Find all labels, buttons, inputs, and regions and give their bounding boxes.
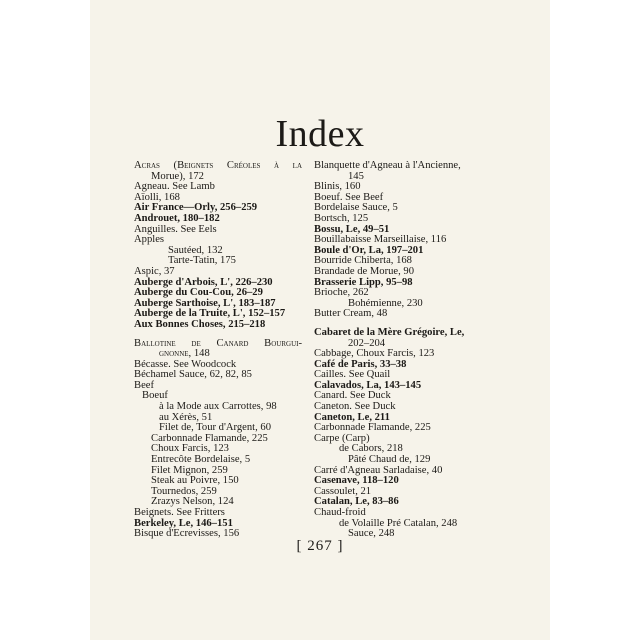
index-entry: Berkeley, Le, 146–151 xyxy=(134,517,233,529)
index-entry: Cassoulet, 21 xyxy=(314,485,372,497)
index-entry: Steak au Poivre, 150 xyxy=(151,475,239,487)
index-entry: Boule d'Or, La, 197–201 xyxy=(314,244,424,256)
index-entry: Bortsch, 125 xyxy=(314,212,369,224)
page-number: [ 267 ] xyxy=(296,538,344,554)
index-entry: de Volaille Pré Catalan, 248 xyxy=(339,517,458,529)
index-entry: Choux Farcis, 123 xyxy=(151,443,229,455)
index-entry: Chaud-froid xyxy=(314,507,366,518)
index-entry: Cailles. See Quail xyxy=(314,369,391,381)
index-entry: Canard. See Duck xyxy=(314,390,391,402)
index-entry: Ballotine de Canard Bourgui- xyxy=(134,337,302,349)
index-entry: Boeuf xyxy=(142,390,168,402)
index-entry: Caneton, Le, 211 xyxy=(314,411,390,423)
index-entry: Filet de, Tour d'Argent, 60 xyxy=(159,422,271,434)
index-entry: Butter Cream, 48 xyxy=(314,308,388,320)
index-entry: Tournedos, 259 xyxy=(151,485,217,497)
index-entry: Tarte-Tatin, 175 xyxy=(168,255,236,267)
index-entry: Carbonnade Flamande, 225 xyxy=(151,432,268,444)
index-entry: Brandade de Morue, 90 xyxy=(314,265,415,277)
index-entry: Blanquette d'Agneau à l'Ancienne, xyxy=(314,160,461,171)
index-entry: Béchamel Sauce, 62, 82, 85 xyxy=(134,369,252,381)
index-entry: Beignets. See Fritters xyxy=(134,507,225,518)
index-entry: Auberge du Cou-Cou, 26–29 xyxy=(134,287,263,299)
index-column-left xyxy=(134,161,302,540)
index-entry: Androuet, 180–182 xyxy=(134,212,220,224)
index-entry: Acras (Beignets Créoles à la xyxy=(134,160,302,171)
index-entry: Zrazys Nelson, 124 xyxy=(151,496,234,508)
index-entry: Bordelaise Sauce, 5 xyxy=(314,202,398,214)
index-entry: gnonne, 148 xyxy=(159,348,210,360)
index-entry: Cabbage, Choux Farcis, 123 xyxy=(314,348,435,360)
index-entry: Pâté Chaud de, 129 xyxy=(348,454,431,466)
index-column-right xyxy=(314,161,492,540)
index-entry: Aux Bonnes Choses, 215–218 xyxy=(134,318,266,330)
index-entry: Brasserie Lipp, 95–98 xyxy=(314,276,413,288)
index-entry: Bourride Chiberta, 168 xyxy=(314,255,412,267)
index-entry: Cabaret de la Mère Grégoire, Le, xyxy=(314,326,465,338)
index-entry: Sauce, 248 xyxy=(348,528,395,540)
index-entry: Bohémienne, 230 xyxy=(348,297,423,309)
index-entry: 202–204 xyxy=(348,337,386,349)
page-title: Index xyxy=(275,113,365,155)
index-entry: Filet Mignon, 259 xyxy=(151,464,228,476)
index-entry: Catalan, Le, 83–86 xyxy=(314,496,399,508)
index-entry: Sautéed, 132 xyxy=(168,244,223,256)
index-entry: Carpe (Carp) xyxy=(314,432,370,444)
index-entry: Air France—Orly, 256–259 xyxy=(134,202,258,214)
index-entry: Bécasse. See Woodcock xyxy=(134,358,237,370)
index-entry: Beef xyxy=(134,379,154,391)
index-entry: Brioche, 262 xyxy=(314,287,369,299)
index-entry: Anguilles. See Eels xyxy=(134,223,217,235)
index-entry: Bisque d'Ecrevisses, 156 xyxy=(134,528,240,540)
index-entry: à la Mode aux Carrottes, 98 xyxy=(159,401,277,413)
index-entry: Auberge Sarthoise, L', 183–187 xyxy=(134,297,276,309)
index-entry: Bouillabaisse Marseillaise, 116 xyxy=(314,234,447,246)
index-entry: Blinis, 160 xyxy=(314,181,361,193)
index-entry: Calavados, La, 143–145 xyxy=(314,379,422,391)
index-entry: Agneau. See Lamb xyxy=(134,181,215,193)
index-entry: de Cabors, 218 xyxy=(339,443,403,455)
index-entry: au Xérès, 51 xyxy=(159,411,213,423)
index-entry: Morue), 172 xyxy=(151,170,204,182)
index-entry: Entrecôte Bordelaise, 5 xyxy=(151,454,251,466)
index-entry: Aspic, 37 xyxy=(134,265,175,277)
index-entry: Apples xyxy=(134,234,165,246)
index-entry: Auberge d'Arbois, L', 226–230 xyxy=(134,276,273,288)
index-entry: Carré d'Agneau Sarladaise, 40 xyxy=(314,464,443,476)
index-entry: Carbonnade Flamande, 225 xyxy=(314,422,431,434)
index-entry: Boeuf. See Beef xyxy=(314,191,384,203)
index-entry: Auberge de la Truite, L', 152–157 xyxy=(134,308,286,320)
index-entry: Bossu, Le, 49–51 xyxy=(314,223,390,235)
index-entry: Caneton. See Duck xyxy=(314,401,396,413)
index-entry: Café de Paris, 33–38 xyxy=(314,358,407,370)
index-entry: Casenave, 118–120 xyxy=(314,475,399,487)
index-entry: 145 xyxy=(348,170,364,182)
index-entry: Aïolli, 168 xyxy=(134,191,180,203)
